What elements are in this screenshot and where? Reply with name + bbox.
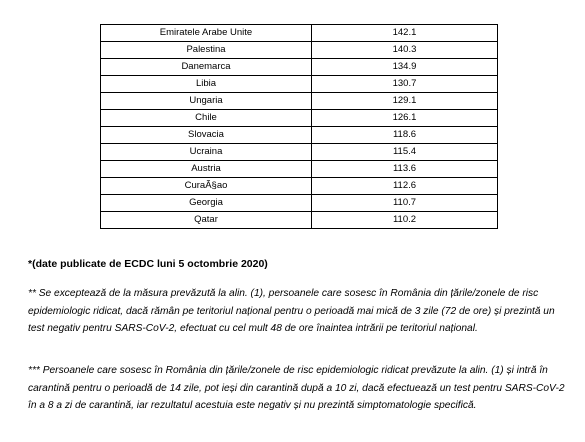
value-cell: 129.1	[312, 93, 498, 110]
table-row	[101, 178, 498, 195]
country-cell: Qatar	[101, 212, 312, 229]
country-cell: CuraÃ§ao	[101, 178, 312, 195]
table-row	[101, 127, 498, 144]
value-cell: 130.7	[312, 76, 498, 93]
value-cell: 126.1	[312, 110, 498, 127]
value-cell: 115.4	[312, 144, 498, 161]
table-row	[101, 42, 498, 59]
value-cell: 134.9	[312, 59, 498, 76]
value-cell: 110.2	[312, 212, 498, 229]
country-cell: Palestina	[101, 42, 312, 59]
country-cell: Libia	[101, 76, 312, 93]
data-source-note: *(date publicate de ECDC luni 5 octombrie 2020)	[28, 258, 268, 270]
quarantine-note: *** Persoanele care sosesc în România din țările/zonele de risc epidemiologic ridicat prevăzute la alin. (1) și intră în carantină pentru o perioadă de 14 zile, pot ieși din carantină după a 10 zi, dacă efectuează un test pentru SARS-CoV-2 în a 8 a zi de carantină, iar rezultatul acestuia este negativ și nu prezintă simptomatologie specifică.	[28, 365, 565, 411]
table-row	[101, 161, 498, 178]
value-cell: 113.6	[312, 161, 498, 178]
country-cell: Austria	[101, 161, 312, 178]
value-cell: 118.6	[312, 127, 498, 144]
value-cell: 142.1	[312, 25, 498, 42]
country-cell: Ucraina	[101, 144, 312, 161]
table-row	[101, 25, 498, 42]
country-cell: Slovacia	[101, 127, 312, 144]
value-cell: 110.7	[312, 195, 498, 212]
country-cell: Emiratele Arabe Unite	[101, 25, 312, 42]
table-row	[101, 110, 498, 127]
country-incidence-table	[100, 24, 498, 229]
table-row	[101, 93, 498, 110]
table-row	[101, 76, 498, 93]
table-row	[101, 144, 498, 161]
value-cell: 140.3	[312, 42, 498, 59]
country-cell: Danemarca	[101, 59, 312, 76]
country-cell: Ungaria	[101, 93, 312, 110]
country-cell: Georgia	[101, 195, 312, 212]
country-cell: Chile	[101, 110, 312, 127]
table-row	[101, 59, 498, 76]
table-row	[101, 195, 498, 212]
exception-note: ** Se exceptează de la măsura prevăzută la alin. (1), persoanele care sosesc în România din țările/zonele de risc epidemiologic ridicat, dacă rămân pe teritoriul național pentru o perioadă mai mică de 3 zile (72 de ore) și prezintă un test negativ pentru SARS-CoV-2, efectuat cu cel mult 48 de ore înaintea intrării pe teritoriul național.	[28, 288, 555, 334]
value-cell: 112.6	[312, 178, 498, 195]
table-row	[101, 212, 498, 229]
